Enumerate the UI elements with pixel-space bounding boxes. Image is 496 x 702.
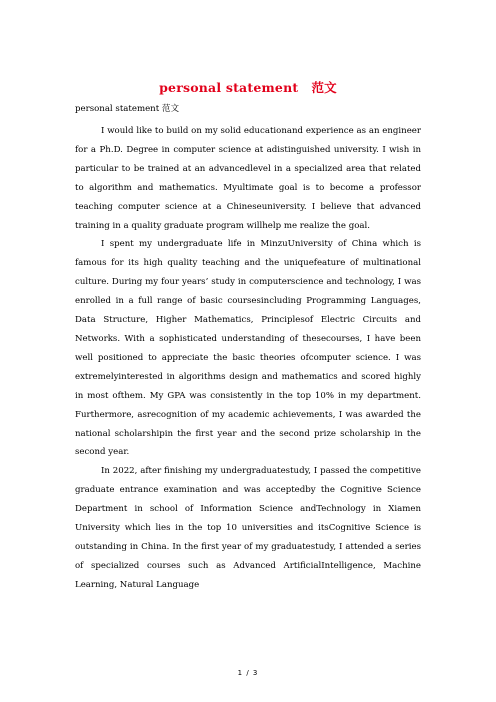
paragraph: I spent my undergraduate life in MinzuUniversity of China which is famous for its high quality teaching and the uniquefeature of multinational culture. During my four years’ study in computerscience and technology, I was enrolled in a full range of basic coursesincluding Programming Languages, Data Structure, Higher Mathematics, Principlesof Electric Circuits and Networks. With a sophisticated understanding of thesecourses, I have been well positioned to appreciate the basic theories ofcomputer science. I was extremelyinterested in algorithms design and mathematics and scored highly in most ofthem. My GPA was consistently in the top 10% in my department. Furthermore, asrecognition of my academic achievements, I was awarded the national scholarshipin the first year and the second prize scholarship in the second year. (75, 239, 421, 458)
page-indicator: 1 / 3 (237, 669, 259, 677)
page-title (0, 78, 496, 96)
subtitle: personal statement 范文 (75, 104, 180, 114)
paragraph: In 2022, after finishing my undergraduatestudy, I passed the competitive graduate entrance examination and was acceptedby the Cognitive Science Department in school of Information Science andTechnology in Xiamen University which lies in the top 10 universities and itsCognitive Science is outstanding in China. In the first year of my graduatestudy, I attended a series of specialized courses such as Advanced ArtificialIntelligence, Machine Learning, Natural Language (75, 466, 421, 590)
paragraph: I would like to build on my solid educationand experience as an engineer for a Ph.D. Degree in computer science at adistinguished university. I wish in particular to be trained at an advancedlevel in a specialized area that related to algorithm and mathematics. Myultimate goal is to become a professor teaching computer science at a Chineseuniversity. I believe that advanced training in a quality graduate program willhelp me realize the goal. (75, 126, 421, 231)
body-text (75, 122, 421, 595)
title-english: personal statement (159, 80, 299, 95)
title-chinese: 范文 (311, 80, 337, 95)
